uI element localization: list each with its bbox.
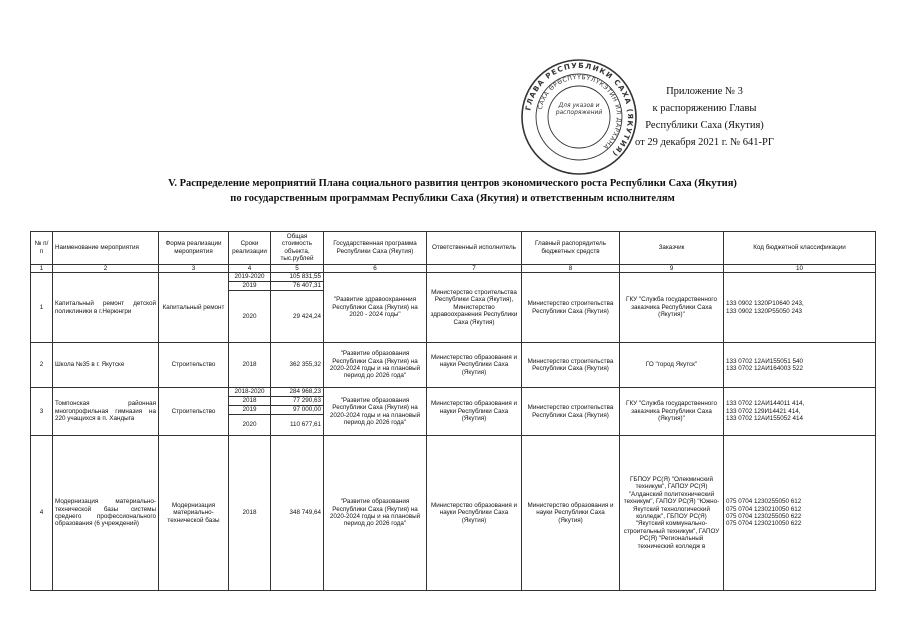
event-name: Модернизация материально-технической базы системы среднего профессионального образования (6 учреждений) bbox=[53, 436, 159, 591]
cost-cell: 348 749,64 bbox=[271, 436, 324, 591]
cost-cell: 97 000,00 bbox=[271, 406, 324, 415]
header-cell: Общая стоимость объекта, тыс.рублей bbox=[271, 232, 324, 265]
document-title bbox=[60, 176, 845, 206]
header-cell: Код бюджетной классификации bbox=[724, 232, 876, 265]
budget-code: 133 0702 12АИ144011 414, bbox=[726, 400, 805, 408]
cost-cell: 110 677,61 bbox=[271, 415, 324, 436]
table-row bbox=[31, 388, 876, 397]
executor-cell: Министерство образования и науки Республики Саха (Якутия) bbox=[427, 436, 522, 591]
budget-code-cell bbox=[724, 388, 876, 436]
column-number: 7 bbox=[427, 264, 522, 272]
title-line-1: V. Распределение мероприятий Плана социального развития центров экономического роста Республики Саха (Якутия) bbox=[168, 178, 737, 189]
seal-center-text: Для указов и распоряжений bbox=[555, 102, 603, 116]
budget-code: 075 0704 1230210050 622 bbox=[726, 520, 802, 528]
row-number: 1 bbox=[31, 273, 53, 343]
program-cell: "Развитие здравоохранения Республики Саха (Якутия) на 2020 - 2024 годы" bbox=[324, 273, 427, 343]
event-name: Капитальный ремонт детской поликлиники в г.Нерюнгри bbox=[53, 273, 159, 343]
budget-code: 133 0702 129И14421 414, bbox=[726, 407, 801, 415]
seal-outer-text: ГЛАВА РЕСПУБЛИКИ САХА (ЯКУТИЯ) bbox=[523, 60, 636, 159]
implementation-form: Строительство bbox=[159, 388, 229, 436]
annex-header bbox=[612, 83, 797, 151]
header-cell: Ответственный исполнитель bbox=[427, 232, 522, 265]
customer-cell: ГБПОУ РС(Я) "Олекминский техникум", ГАПОУ РС(Я) "Алданский политехнический техникум", ГАПОУ РС(Я) "Южно-Якутский технологический колледж", ГБПОУ РС(Я) "Якутский коммунально-строительный техникум", ГАПОУ РС(Я) "Региональный технический колледж в bbox=[620, 436, 724, 591]
budget-code: 075 0704 1230255050 612 bbox=[726, 498, 802, 506]
header-cell: Заказчик bbox=[620, 232, 724, 265]
program-cell: "Развитие образования Республики Саха (Якутия) на 2020-2024 годы и на плановый период до 2026 года" bbox=[324, 388, 427, 436]
budget-code-cell bbox=[724, 273, 876, 343]
cost-cell: 362 355,32 bbox=[271, 343, 324, 388]
annex-authority: Республики Саха (Якутия) bbox=[645, 120, 764, 131]
budget-code-cell bbox=[724, 436, 876, 591]
column-number: 8 bbox=[522, 264, 620, 272]
annex-date: от 29 декабря 2021 г. № 641-РГ bbox=[635, 137, 774, 148]
customer-cell: ГКУ "Служба государственного заказчика Республики Саха (Якутия)" bbox=[620, 273, 724, 343]
event-name: Томпонская районная многопрофильная гимназия на 220 учащихся в п. Хандыга bbox=[53, 388, 159, 436]
term-cell: 2020 bbox=[229, 415, 271, 436]
term-cell: 2020 bbox=[229, 291, 271, 343]
executor-cell: Министерство образования и науки Республики Саха (Якутия) bbox=[427, 343, 522, 388]
row-number: 3 bbox=[31, 388, 53, 436]
cost-cell: 77 290,63 bbox=[271, 397, 324, 406]
event-name: Школа №35 в г. Якутске bbox=[53, 343, 159, 388]
budget-code: 075 0704 1230255050 622 bbox=[726, 513, 802, 521]
seal-inner-text: САХА ӨРӨСПҮҮБҮЛҮКЭТИН ИЛ ДАРХАНА bbox=[536, 73, 623, 151]
budget-code-cell bbox=[724, 343, 876, 388]
row-number: 4 bbox=[31, 436, 53, 591]
table-row bbox=[31, 273, 876, 282]
term-cell: 2018 bbox=[229, 436, 271, 591]
executor-cell: Министерство образования и науки Республики Саха (Якутия) bbox=[427, 388, 522, 436]
annex-number: Приложение № 3 bbox=[666, 86, 743, 97]
column-number: 5 bbox=[271, 264, 324, 272]
column-number: 3 bbox=[159, 264, 229, 272]
term-cell: 2018 bbox=[229, 397, 271, 406]
customer-cell: ГКУ "Служба государственного заказчика Республики Саха (Якутия)" bbox=[620, 388, 724, 436]
term-cell: 2018-2020 bbox=[229, 388, 271, 397]
cost-cell: 105 831,55 bbox=[271, 273, 324, 282]
column-number: 9 bbox=[620, 264, 724, 272]
budget-code: 133 0702 12АИ155052 414 bbox=[726, 415, 804, 423]
column-number: 1 bbox=[31, 264, 53, 272]
manager-cell: Министерство строительства Республики Саха (Якутия) bbox=[522, 388, 620, 436]
manager-cell: Министерство строительства Республики Саха (Якутия) bbox=[522, 273, 620, 343]
header-cell: Наименование мероприятия bbox=[53, 232, 159, 265]
table-row bbox=[31, 343, 876, 388]
budget-code: 133 0902 1320Р55050 243 bbox=[726, 307, 802, 315]
header-cell: Форма реализации мероприятия bbox=[159, 232, 229, 265]
row-number: 2 bbox=[31, 343, 53, 388]
term-cell: 2019 bbox=[229, 406, 271, 415]
implementation-form: Капитальный ремонт bbox=[159, 273, 229, 343]
budget-code: 133 0702 12АИ164003 522 bbox=[726, 365, 804, 373]
header-cell: № п/п bbox=[31, 232, 53, 265]
budget-code: 075 0704 1230210050 612 bbox=[726, 505, 802, 513]
header-cell: Сроки реализации bbox=[229, 232, 271, 265]
budget-code: 133 0902 1320Р10640 243, bbox=[726, 300, 804, 308]
manager-cell: Министерство строительства Республики Саха (Якутия) bbox=[522, 343, 620, 388]
distribution-table bbox=[30, 231, 876, 591]
term-cell: 2019 bbox=[229, 282, 271, 291]
header-cell: Главный распорядитель бюджетных средств bbox=[522, 232, 620, 265]
table-row bbox=[31, 436, 876, 591]
customer-cell: ГО "город Якутск" bbox=[620, 343, 724, 388]
header-cell: Государственная программа Республики Саха (Якутия) bbox=[324, 232, 427, 265]
column-number: 2 bbox=[53, 264, 159, 272]
annex-reference: к распоряжению Главы bbox=[652, 103, 757, 114]
implementation-form: Модернизация материально-технической базы bbox=[159, 436, 229, 591]
column-number: 6 bbox=[324, 264, 427, 272]
executor-cell: Министерство строительства Республики Саха (Якутия), Министерство здравоохранения Республики Саха (Якутия) bbox=[427, 273, 522, 343]
term-cell: 2019-2020 bbox=[229, 273, 271, 282]
budget-code: 133 0702 12АИ155051 540 bbox=[726, 357, 804, 365]
title-line-2: по государственным программам Республики Саха (Якутия) и ответственным исполнителям bbox=[230, 193, 675, 204]
cost-cell: 284 968,23 bbox=[271, 388, 324, 397]
term-cell: 2018 bbox=[229, 343, 271, 388]
cost-cell: 29 424,24 bbox=[271, 291, 324, 343]
table-header-row bbox=[31, 232, 876, 265]
column-number: 10 bbox=[724, 264, 876, 272]
implementation-form: Строительство bbox=[159, 343, 229, 388]
column-number: 4 bbox=[229, 264, 271, 272]
program-cell: "Развитие образования Республики Саха (Якутия) на 2020-2024 годы и на плановый период до 2026 года" bbox=[324, 343, 427, 388]
cost-cell: 76 407,31 bbox=[271, 282, 324, 291]
manager-cell: Министерство образования и науки Республики Саха (Якутия) bbox=[522, 436, 620, 591]
column-number-row bbox=[31, 264, 876, 272]
program-cell: "Развитие образования Республики Саха (Якутия) на 2020-2024 годы и на плановый период до 2026 года" bbox=[324, 436, 427, 591]
